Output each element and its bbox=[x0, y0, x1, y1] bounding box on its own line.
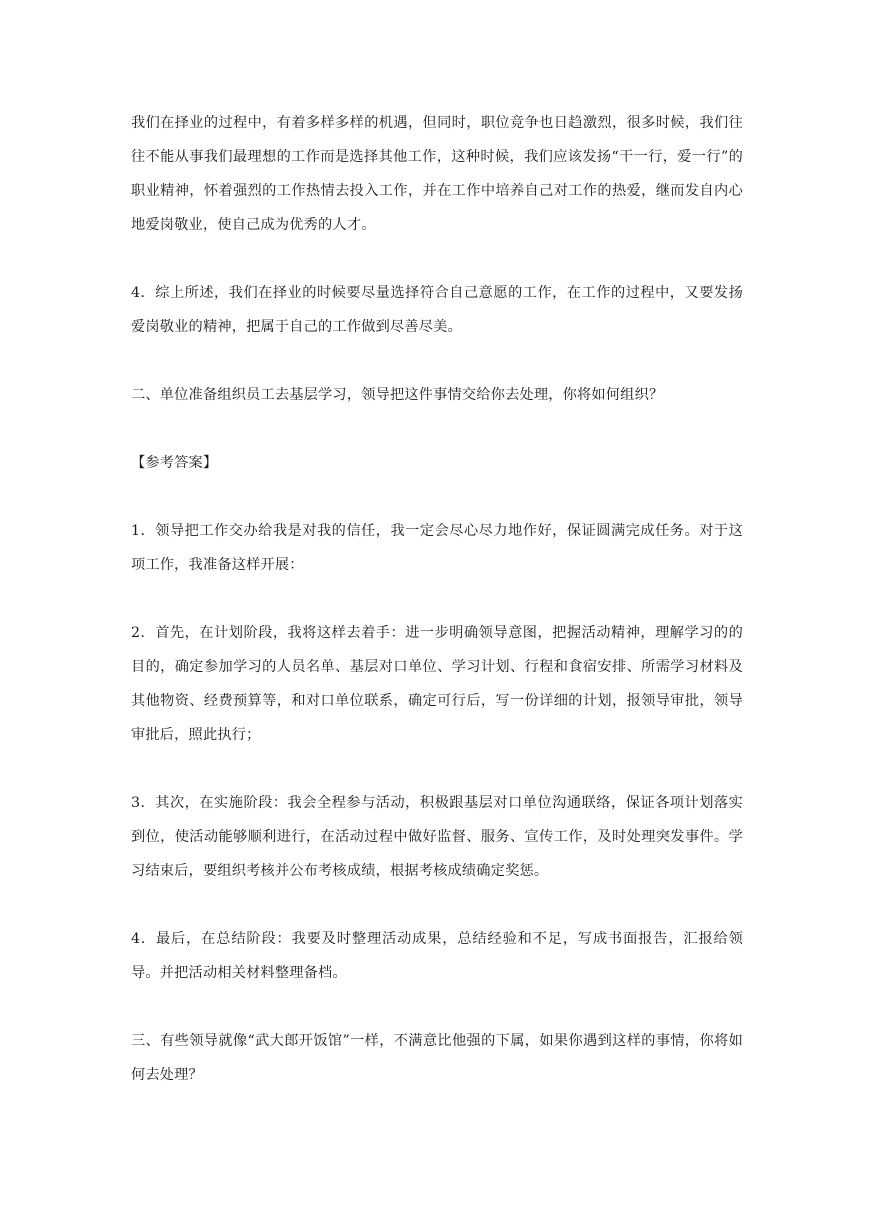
answer-point-3-implementation: 3．其次，在实施阶段：我会全程参与活动，积极跟基层对口单位沟通联络，保证各项计划落实到位，使活动能够顺利进行，在活动过程中做好监督、服务、宣传工作，及时处理突发事件。学习结束后，要组织考核并公布考核成绩，根据考核成绩确定奖惩。 bbox=[131, 795, 743, 879]
question-3-heading: 三、有些领导就像“武大郎开饭馆”一样，不满意比他强的下属，如果你遇到这样的事情，你将如何去处理？ bbox=[131, 1033, 743, 1083]
answer-point-2-planning: 2．首先，在计划阶段，我将这样去着手：进一步明确领导意图，把握活动精神，理解学习的的目的，确定参加学习的人员名单、基层对口单位、学习计划、行程和食宿安排、所需学习材料及其他物资、经费预算等，和对口单位联系，确定可行后，写一份详细的计划，报领导审批，领导审批后，照此执行； bbox=[131, 625, 743, 743]
answer-point-1: 1．领导把工作交办给我是对我的信任，我一定会尽心尽力地作好，保证圆满完成任务。对于这项工作，我准备这样开展： bbox=[131, 523, 743, 573]
reference-answer-label: 【参考答案】 bbox=[131, 455, 218, 471]
paragraph-career-passion: 我们在择业的过程中，有着多样多样的机遇，但同时，职位竞争也日趋激烈，很多时候，我们往往不能从事我们最理想的工作而是选择其他工作，这种时候，我们应该发扬“干一行，爱一行”的职业精神，怀着强烈的工作热情去投入工作，并在工作中培养自己对工作的热爱，继而发自内心地爱岗敬业，使自己成为优秀的人才。 bbox=[131, 115, 743, 233]
paragraph-summary-point-4: 4．综上所述，我们在择业的时候要尽量选择符合自己意愿的工作，在工作的过程中，又要发扬爱岗敬业的精神，把属于自己的工作做到尽善尽美。 bbox=[131, 285, 743, 335]
question-2-heading: 二、单位准备组织员工去基层学习，领导把这件事情交给你去处理，你将如何组织？ bbox=[131, 387, 664, 403]
answer-point-4-summary: 4．最后，在总结阶段：我要及时整理活动成果，总结经验和不足，写成书面报告，汇报给领导。并把活动相关材料整理备档。 bbox=[131, 931, 743, 981]
